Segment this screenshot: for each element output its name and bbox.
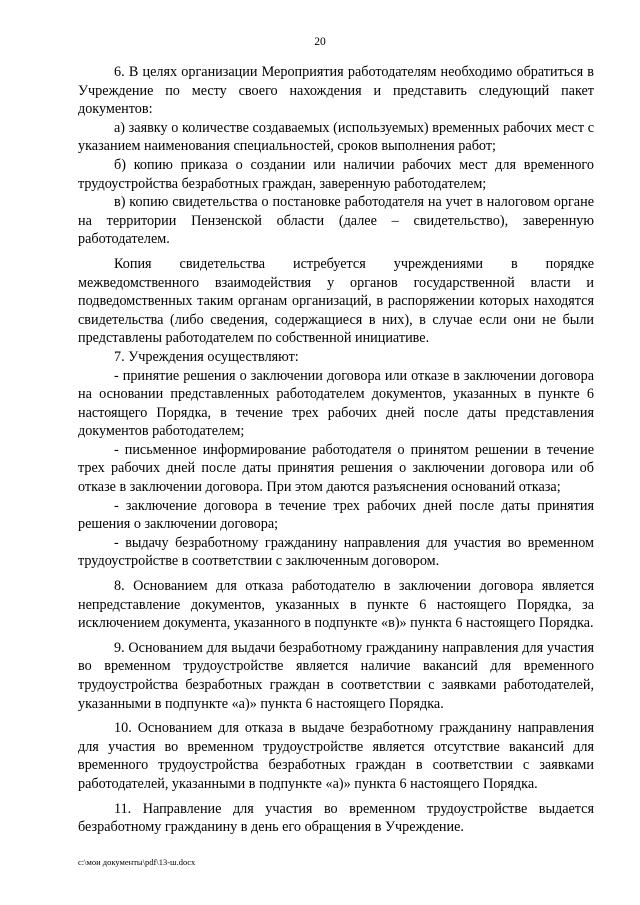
paragraph-6b: б) копию приказа о создании или наличии рабочих мест для временного трудоустройства безработных граждан, заверенную работодателем; xyxy=(78,156,594,192)
paragraph-7: 7. Учреждения осуществляют: xyxy=(114,348,299,365)
paragraph-9: 9. Основанием для выдачи безработному гражданину направления для участия во временном трудоустройстве является наличие вакансий для временного трудоустройства безработных граждан в соответствии с заявками работодателей, указанными в подпункте «а)» пункта 6 настоящего Порядка. xyxy=(78,639,594,712)
paragraph-6: 6. В целях организации Мероприятия работодателям необходимо обратиться в Учреждение по месту своего нахождения и представить следующий пакет документов: xyxy=(78,64,594,118)
paragraph-8: 8. Основанием для отказа работодателю в заключении договора является непредставление документов, указанных в пункте 6 настоящего Порядка, за исключением документа, указанного в подпункте «в)» пункта 6 настоящего Порядка. xyxy=(78,578,594,632)
document-body xyxy=(78,63,594,837)
paragraph-10: 10. Основанием для отказа в выдаче безработному гражданину направления для участия во временном трудоустройстве является отсутствие вакансий для временного трудоустройства безработных граждан в соответствии с заявками работодателей, указанными в подпункте «а)» пункта 6 настоящего Порядка. xyxy=(78,720,594,792)
paragraph-7-item-4: - выдачу безработному гражданину направления для участия во временном трудоустройстве в соответствии с заключенным договором. xyxy=(78,534,594,570)
paragraph-7-item-1: - принятие решения о заключении договора или отказе в заключении договора на основании представленных работодателем документов, указанных в пункте 6 настоящего Порядка, в течение трех рабочих дней после даты представления документов работодателем; xyxy=(78,367,594,440)
paragraph-6v: в) копию свидетельства о постановке работодателя на учет в налоговом органе на территории Пензенской области (далее – свидетельство), заверенную работодателем. xyxy=(78,194,594,248)
paragraph-11: 11. Направление для участия во временном трудоустройстве выдается безработному гражданину в день его обращения в Учреждение. xyxy=(78,800,594,836)
page-number: 20 xyxy=(314,36,326,48)
footer-file-path: c:\мои документы\pdf\13-ш.docx xyxy=(78,857,196,867)
paragraph-6a: а) заявку о количестве создаваемых (используемых) временных рабочих мест с указанием наименования специальностей, сроков выполнения работ; xyxy=(78,119,594,155)
paragraph-certificate-copy: Копия свидетельства истребуется учреждениями в порядке межведомственного взаимодействия у органов государственной власти и подведомственных таким органам организаций, в распоряжении которых находятся свидетельства (либо сведения, содержащиеся в них), в случае если они не были представлены работодателем по собственной инициативе. xyxy=(78,255,594,347)
paragraph-7-item-3: - заключение договора в течение трех рабочих дней после даты принятия решения о заключении договора; xyxy=(78,497,594,533)
paragraph-7-item-2: - письменное информирование работодателя о принятом решении в течение трех рабочих дней после даты принятия решения о заключении договора или об отказе в заключении договора. При этом даются разъяснения оснований отказа; xyxy=(78,441,594,496)
